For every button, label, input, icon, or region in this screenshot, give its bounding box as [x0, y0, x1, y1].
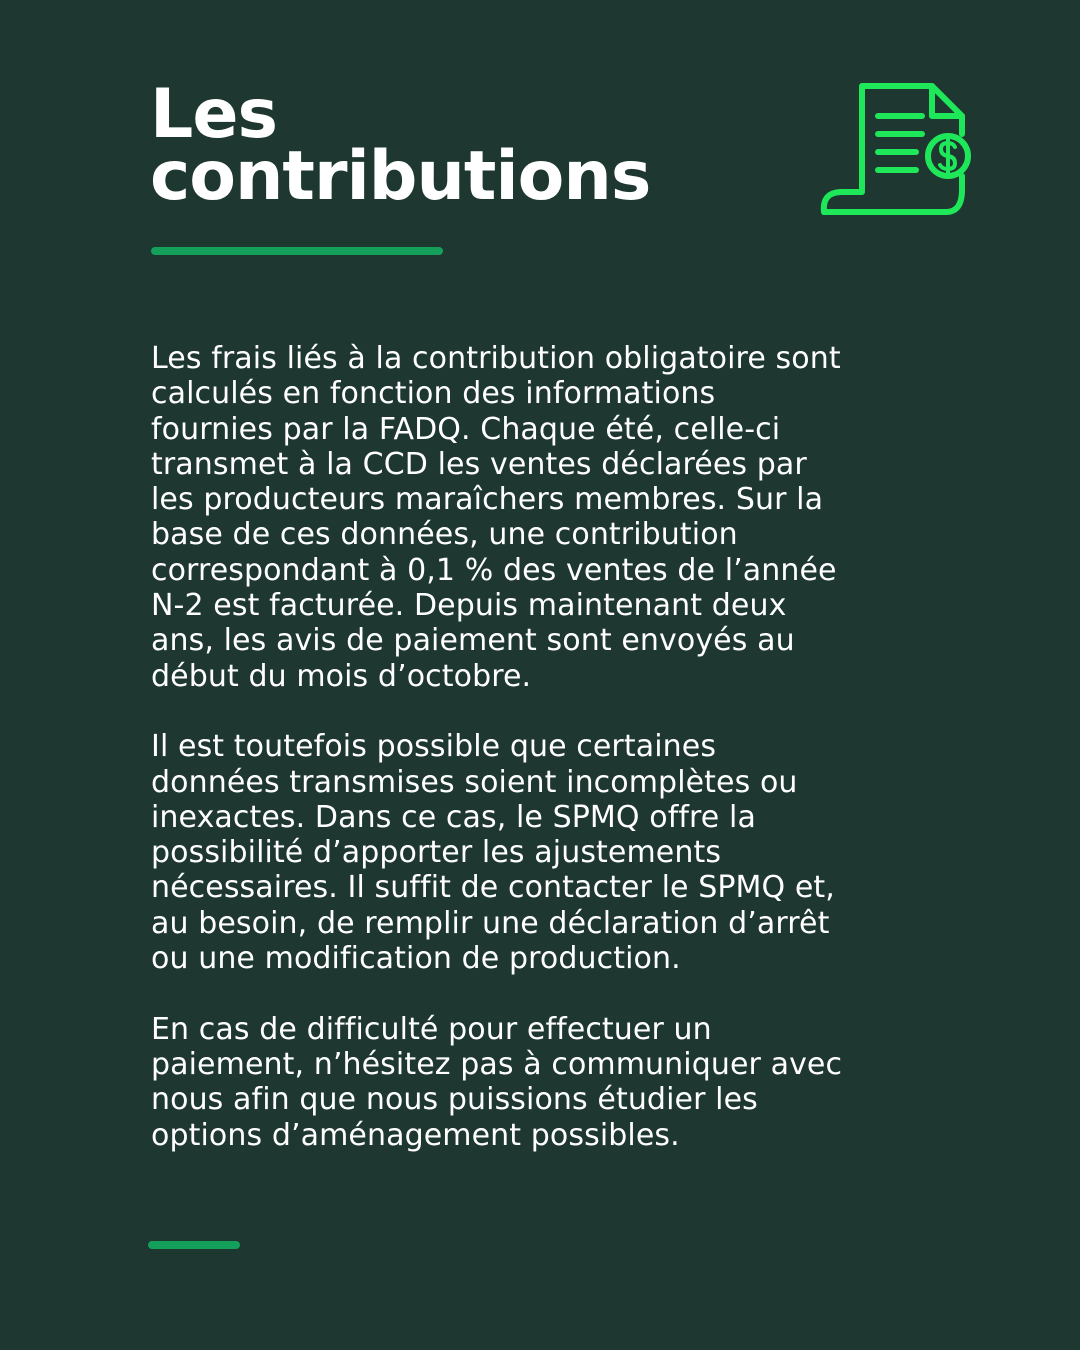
page-title — [150, 75, 651, 216]
footer-accent-bar — [148, 1241, 240, 1249]
title-line-2: contributions — [150, 137, 651, 216]
paragraph-data-adjustments: Il est toutefois possible que certaines données transmises soient incomplètes ou inexactes. Dans ce cas, le SPMQ offre la possibilité d’apporter les ajustements nécessaires. Il suffit de contacter le SPMQ et, au besoin, de remplir une déclaration d’arrêt ou une modification de production. — [151, 729, 835, 977]
paragraph-payment-difficulty: En cas de difficulté pour effectuer un paiement, n’hésitez pas à communiquer avec nous afin que nous puissions étudier les options d’aménagement possibles. — [151, 1011, 843, 1153]
invoice-dollar-icon — [816, 80, 976, 222]
title-line-1: Les — [150, 75, 277, 154]
body-text — [151, 341, 951, 1188]
title-underline — [151, 247, 443, 255]
paragraph-payment-fees: Les frais liés à la contribution obligatoire sont calculés en fonction des informations fournies par la FADQ. Chaque été, celle-ci transmet à la CCD les ventes déclarées par les producteurs maraîchers membres. Sur la base de ces données, une contribution correspondant à 0,1 % des ventes de l’année N-2 est facturée. Depuis maintenant deux ans, les avis de paiement sont envoyés au début du mois d’octobre. — [151, 341, 841, 694]
